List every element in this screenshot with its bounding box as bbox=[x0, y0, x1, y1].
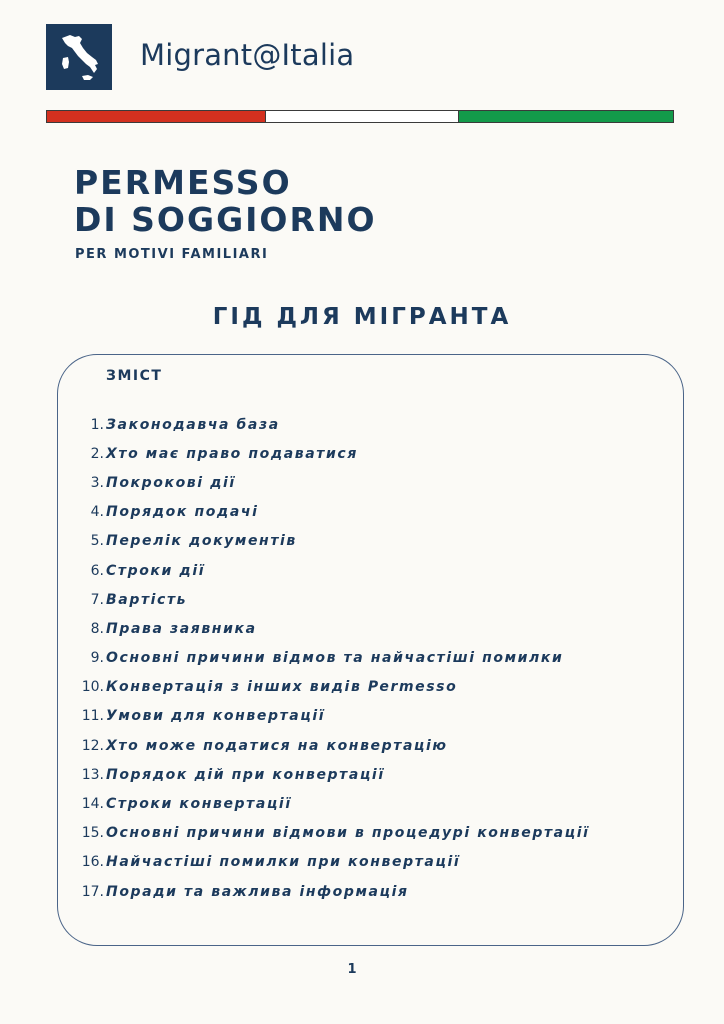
toc-item[interactable] bbox=[66, 731, 590, 760]
toc-item-number: 2. bbox=[90, 445, 104, 462]
toc-item-label: Хто може податися на конвертацію bbox=[106, 737, 448, 754]
toc-item-number: 11. bbox=[81, 708, 104, 725]
toc-item-label: Законодавча база bbox=[106, 416, 280, 433]
toc-item-label: Порядок подачі bbox=[106, 504, 259, 521]
toc-list bbox=[66, 410, 590, 906]
toc-item-label: Конвертація з інших видів Permesso bbox=[106, 679, 458, 696]
toc-item-number: 3. bbox=[90, 474, 104, 491]
toc-item[interactable] bbox=[66, 439, 590, 468]
toc-item-number: 13. bbox=[81, 766, 104, 783]
toc-item-label: Права заявника bbox=[106, 620, 257, 637]
brand-name: Migrant@Italia bbox=[140, 38, 355, 72]
toc-item-number: 15. bbox=[81, 825, 104, 842]
toc-item-label: Перелік документів bbox=[106, 533, 297, 550]
toc-item-number: 17. bbox=[81, 883, 104, 900]
toc-item-label: Строки дії bbox=[106, 562, 206, 579]
toc-item[interactable] bbox=[66, 789, 590, 818]
toc-item-number: 7. bbox=[90, 591, 104, 608]
toc-item[interactable] bbox=[66, 556, 590, 585]
toc-item-number: 14. bbox=[81, 796, 104, 813]
toc-item-number: 12. bbox=[81, 737, 104, 754]
toc-item[interactable] bbox=[66, 614, 590, 643]
document-title bbox=[74, 164, 377, 238]
toc-item-label: Хто має право подаватися bbox=[106, 445, 358, 462]
toc-item[interactable] bbox=[66, 760, 590, 789]
toc-item-label: Покрокові дії bbox=[106, 474, 236, 491]
toc-item-number: 4. bbox=[90, 504, 104, 521]
italy-map-icon bbox=[46, 24, 112, 90]
italian-flag-stripe bbox=[46, 110, 674, 123]
logo bbox=[46, 24, 112, 90]
toc-item[interactable] bbox=[66, 410, 590, 439]
toc-item-number: 10. bbox=[81, 679, 104, 696]
toc-item-number: 8. bbox=[90, 620, 104, 637]
page-number: 1 bbox=[347, 962, 357, 977]
toc-item-label: Умови для конвертації bbox=[106, 708, 326, 725]
toc-item-label: Строки конвертації bbox=[106, 796, 292, 813]
toc-item-number: 9. bbox=[90, 650, 104, 667]
document-subtitle: PER MOTIVI FAMILIARI bbox=[75, 247, 269, 262]
toc-item[interactable] bbox=[66, 498, 590, 527]
title-line-2: DI SOGGIORNO bbox=[74, 200, 377, 239]
toc-item-number: 1. bbox=[90, 416, 104, 433]
toc-item-label: Порядок дій при конвертації bbox=[106, 766, 385, 783]
title-line-1: PERMESSO bbox=[74, 163, 292, 202]
toc-item-number: 6. bbox=[90, 562, 104, 579]
toc-item-label: Основні причини відмови в процедурі конвертації bbox=[106, 825, 590, 842]
flag-red-segment bbox=[47, 111, 265, 122]
toc-item-label: Вартість bbox=[106, 591, 188, 608]
toc-item-label: Найчастіші помилки при конвертації bbox=[106, 854, 461, 871]
toc-item[interactable] bbox=[66, 468, 590, 497]
toc-item-label: Основні причини відмов та найчастіші помилки bbox=[106, 650, 564, 667]
toc-item[interactable] bbox=[66, 702, 590, 731]
toc-heading: ЗМІСТ bbox=[106, 368, 163, 384]
toc-item[interactable] bbox=[66, 848, 590, 877]
toc-item[interactable] bbox=[66, 877, 590, 906]
toc-item[interactable] bbox=[66, 673, 590, 702]
toc-item[interactable] bbox=[66, 527, 590, 556]
toc-item-number: 16. bbox=[81, 854, 104, 871]
toc-item-label: Поради та важлива інформація bbox=[106, 883, 409, 900]
toc-item-number: 5. bbox=[90, 533, 104, 550]
guide-heading: ГІД ДЛЯ МІГРАНТА bbox=[212, 304, 512, 330]
toc-item[interactable] bbox=[66, 644, 590, 673]
toc-item[interactable] bbox=[66, 819, 590, 848]
toc-item[interactable] bbox=[66, 585, 590, 614]
flag-white-segment bbox=[265, 111, 459, 122]
flag-green-segment bbox=[459, 111, 673, 122]
